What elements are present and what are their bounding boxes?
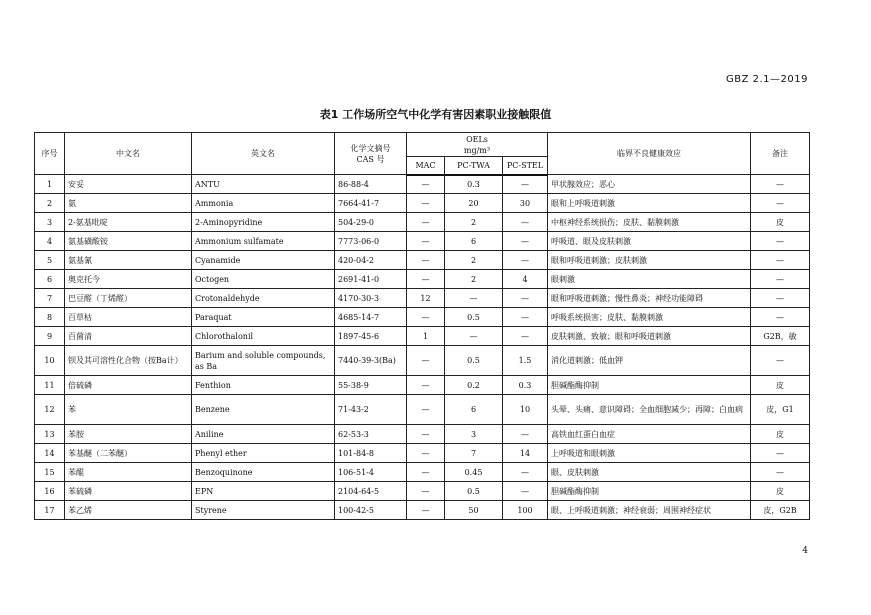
english-name: Crotonaldehyde xyxy=(192,289,335,308)
cas-number: 55-38-9 xyxy=(335,376,407,395)
health-effect: 中枢神经系统损伤；皮肤、黏膜刺激 xyxy=(548,213,751,232)
note: 皮 xyxy=(751,213,810,232)
english-name: Fenthion xyxy=(192,376,335,395)
note: — xyxy=(751,346,810,376)
mac-value: — xyxy=(407,444,445,463)
row-number: 10 xyxy=(35,346,65,376)
mac-value: — xyxy=(407,175,445,194)
pc-stel-value: — xyxy=(503,425,548,444)
cas-number: 106-51-4 xyxy=(335,463,407,482)
row-number: 1 xyxy=(35,175,65,194)
health-effect: 眼刺激 xyxy=(548,270,751,289)
health-effect: 甲状腺效应；恶心 xyxy=(548,175,751,194)
row-number: 16 xyxy=(35,482,65,501)
pc-twa-value: 0.5 xyxy=(445,346,503,376)
header-cas-line1: 化学文摘号 xyxy=(350,143,391,153)
health-effect: 眼和呼吸道刺激；皮肤刺激 xyxy=(548,251,751,270)
mac-value: — xyxy=(407,213,445,232)
english-name: Paraquat xyxy=(192,308,335,327)
english-name: Aniline xyxy=(192,425,335,444)
pc-stel-value: 1.5 xyxy=(503,346,548,376)
cas-number: 71-43-2 xyxy=(335,395,407,425)
chinese-name: 苯 xyxy=(65,395,192,425)
note: — xyxy=(751,270,810,289)
header-pc-twa: PC-TWA xyxy=(445,157,503,175)
pc-stel-value: — xyxy=(503,463,548,482)
table-body xyxy=(35,175,810,520)
english-name: Barium and soluble compounds, as Ba xyxy=(192,346,335,376)
pc-stel-value: — xyxy=(503,213,548,232)
chinese-name: 苯胺 xyxy=(65,425,192,444)
chinese-name: 苯醌 xyxy=(65,463,192,482)
row-number: 4 xyxy=(35,232,65,251)
row-number: 6 xyxy=(35,270,65,289)
note: — xyxy=(751,175,810,194)
chinese-name: 巴豆醛（丁烯醛） xyxy=(65,289,192,308)
mac-value: — xyxy=(407,425,445,444)
health-effect: 呼吸系统损害；皮肤、黏膜刺激 xyxy=(548,308,751,327)
note: — xyxy=(751,289,810,308)
pc-twa-value: 6 xyxy=(445,395,503,425)
pc-twa-value: 0.5 xyxy=(445,308,503,327)
note: — xyxy=(751,232,810,251)
header-effect: 临界不良健康效应 xyxy=(548,133,751,175)
health-effect: 胆碱酯酶抑制 xyxy=(548,482,751,501)
cas-number: 7773-06-0 xyxy=(335,232,407,251)
health-effect: 呼吸道、眼及皮肤刺激 xyxy=(548,232,751,251)
pc-stel-value: 0.3 xyxy=(503,376,548,395)
chinese-name: 安妥 xyxy=(65,175,192,194)
chinese-name: 奥克托今 xyxy=(65,270,192,289)
table-row xyxy=(35,346,810,376)
english-name: Styrene xyxy=(192,501,335,520)
table-row xyxy=(35,376,810,395)
header-en-name: 英文名 xyxy=(192,133,335,175)
note: 皮 xyxy=(751,482,810,501)
table-row xyxy=(35,289,810,308)
table-row xyxy=(35,175,810,194)
table-row xyxy=(35,308,810,327)
row-number: 7 xyxy=(35,289,65,308)
cas-number: 420-04-2 xyxy=(335,251,407,270)
row-number: 15 xyxy=(35,463,65,482)
cas-number: 101-84-8 xyxy=(335,444,407,463)
english-name: Benzoquinone xyxy=(192,463,335,482)
note: 皮 xyxy=(751,425,810,444)
english-name: Octogen xyxy=(192,270,335,289)
mac-value: — xyxy=(407,395,445,425)
table-row xyxy=(35,194,810,213)
page-number: 4 xyxy=(802,546,808,556)
chinese-name: 苯基醚（二苯醚） xyxy=(65,444,192,463)
header-cas-line2: CAS 号 xyxy=(356,154,385,164)
chinese-name: 苯乙烯 xyxy=(65,501,192,520)
chinese-name: 氨基磺酸铵 xyxy=(65,232,192,251)
english-name: Benzene xyxy=(192,395,335,425)
chinese-name: 钡及其可溶性化合物（按Ba计） xyxy=(65,346,192,376)
table-row xyxy=(35,327,810,346)
cas-number: 86-88-4 xyxy=(335,175,407,194)
pc-twa-value: — xyxy=(445,327,503,346)
standard-code: GBZ 2.1—2019 xyxy=(726,74,808,85)
english-name: Ammonia xyxy=(192,194,335,213)
header-cn-name: 中文名 xyxy=(65,133,192,175)
note: 皮，G2B xyxy=(751,501,810,520)
health-effect: 皮肤刺激、致敏；眼和呼吸道刺激 xyxy=(548,327,751,346)
chinese-name: 百菌清 xyxy=(65,327,192,346)
english-name: Ammonium sulfamate xyxy=(192,232,335,251)
header-cas xyxy=(335,133,407,175)
chinese-name: 百草枯 xyxy=(65,308,192,327)
chinese-name: 苯硫磷 xyxy=(65,482,192,501)
pc-twa-value: 3 xyxy=(445,425,503,444)
pc-stel-value: 30 xyxy=(503,194,548,213)
english-name: Cyanamide xyxy=(192,251,335,270)
pc-twa-value: 0.2 xyxy=(445,376,503,395)
row-number: 8 xyxy=(35,308,65,327)
mac-value: 1 xyxy=(407,327,445,346)
pc-stel-value: — xyxy=(503,327,548,346)
pc-twa-value: 0.45 xyxy=(445,463,503,482)
note: G2B，敏 xyxy=(751,327,810,346)
mac-value: — xyxy=(407,194,445,213)
pc-twa-value: — xyxy=(445,289,503,308)
row-number: 12 xyxy=(35,395,65,425)
cas-number: 100-42-5 xyxy=(335,501,407,520)
cas-number: 504-29-0 xyxy=(335,213,407,232)
note: — xyxy=(751,251,810,270)
cas-number: 2691-41-0 xyxy=(335,270,407,289)
health-effect: 眼和呼吸道刺激；慢性鼻炎；神经功能障碍 xyxy=(548,289,751,308)
table-row xyxy=(35,251,810,270)
english-name: Phenyl ether xyxy=(192,444,335,463)
note: 皮，G1 xyxy=(751,395,810,425)
mac-value: — xyxy=(407,376,445,395)
english-name: EPN xyxy=(192,482,335,501)
health-effect: 高铁血红蛋白血症 xyxy=(548,425,751,444)
health-effect: 胆碱酯酶抑制 xyxy=(548,376,751,395)
note: — xyxy=(751,308,810,327)
english-name: ANTU xyxy=(192,175,335,194)
cas-number: 1897-45-6 xyxy=(335,327,407,346)
exposure-limits-table xyxy=(34,132,810,520)
health-effect: 消化道刺激；低血钾 xyxy=(548,346,751,376)
table-row xyxy=(35,501,810,520)
health-effect: 头晕、头痛、意识障碍；全血细胞减少；再障；白血病 xyxy=(548,395,751,425)
chinese-name: 倍硫磷 xyxy=(65,376,192,395)
header-oels xyxy=(407,133,548,157)
table-row xyxy=(35,482,810,501)
note: 皮 xyxy=(751,376,810,395)
cas-number: 4685-14-7 xyxy=(335,308,407,327)
table-row xyxy=(35,270,810,289)
pc-twa-value: 6 xyxy=(445,232,503,251)
english-name: Chlorothalonil xyxy=(192,327,335,346)
table-row xyxy=(35,463,810,482)
mac-value: 12 xyxy=(407,289,445,308)
table-title: 表1 工作场所空气中化学有害因素职业接触限值 xyxy=(319,108,552,121)
pc-twa-value: 50 xyxy=(445,501,503,520)
health-effect: 上呼吸道和眼刺激 xyxy=(548,444,751,463)
table-row xyxy=(35,444,810,463)
health-effect: 眼和上呼吸道刺激 xyxy=(548,194,751,213)
mac-value: — xyxy=(407,482,445,501)
row-number: 5 xyxy=(35,251,65,270)
cas-number: 4170-30-3 xyxy=(335,289,407,308)
cas-number: 7664-41-7 xyxy=(335,194,407,213)
pc-stel-value: 100 xyxy=(503,501,548,520)
chinese-name: 2-氨基吡啶 xyxy=(65,213,192,232)
table-row xyxy=(35,232,810,251)
note: — xyxy=(751,463,810,482)
note: — xyxy=(751,444,810,463)
pc-stel-value: 4 xyxy=(503,270,548,289)
table-row xyxy=(35,425,810,444)
pc-twa-value: 7 xyxy=(445,444,503,463)
pc-twa-value: 2 xyxy=(445,251,503,270)
mac-value: — xyxy=(407,270,445,289)
cas-number: 62-53-3 xyxy=(335,425,407,444)
header-no: 序号 xyxy=(35,133,65,175)
pc-stel-value: 14 xyxy=(503,444,548,463)
row-number: 3 xyxy=(35,213,65,232)
pc-stel-value: — xyxy=(503,482,548,501)
header-mac: MAC xyxy=(407,157,445,175)
mac-value: — xyxy=(407,463,445,482)
pc-stel-value: — xyxy=(503,175,548,194)
row-number: 9 xyxy=(35,327,65,346)
mac-value: — xyxy=(407,232,445,251)
mac-value: — xyxy=(407,501,445,520)
health-effect: 眼、皮肤刺激 xyxy=(548,463,751,482)
chinese-name: 氨基氰 xyxy=(65,251,192,270)
health-effect: 眼、上呼吸道刺激；神经衰弱；周围神经症状 xyxy=(548,501,751,520)
row-number: 17 xyxy=(35,501,65,520)
chinese-name: 氨 xyxy=(65,194,192,213)
mac-value: — xyxy=(407,308,445,327)
note: — xyxy=(751,194,810,213)
mac-value: — xyxy=(407,346,445,376)
pc-stel-value: — xyxy=(503,289,548,308)
row-number: 11 xyxy=(35,376,65,395)
pc-twa-value: 0.3 xyxy=(445,175,503,194)
row-number: 2 xyxy=(35,194,65,213)
pc-twa-value: 20 xyxy=(445,194,503,213)
pc-stel-value: — xyxy=(503,251,548,270)
pc-stel-value: — xyxy=(503,308,548,327)
cas-number: 7440-39-3(Ba) xyxy=(335,346,407,376)
pc-stel-value: 10 xyxy=(503,395,548,425)
header-pc-stel: PC-STEL xyxy=(503,157,548,175)
pc-twa-value: 0.5 xyxy=(445,482,503,501)
cas-number: 2104-64-5 xyxy=(335,482,407,501)
header-oels-label: OELs xyxy=(466,134,488,144)
pc-twa-value: 2 xyxy=(445,270,503,289)
mac-value: — xyxy=(407,251,445,270)
english-name: 2-Aminopyridine xyxy=(192,213,335,232)
pc-stel-value: — xyxy=(503,232,548,251)
header-note: 备注 xyxy=(751,133,810,175)
row-number: 13 xyxy=(35,425,65,444)
table-row xyxy=(35,213,810,232)
pc-twa-value: 2 xyxy=(445,213,503,232)
row-number: 14 xyxy=(35,444,65,463)
header-oels-unit: mg/m³ xyxy=(463,145,491,155)
table-row xyxy=(35,395,810,425)
